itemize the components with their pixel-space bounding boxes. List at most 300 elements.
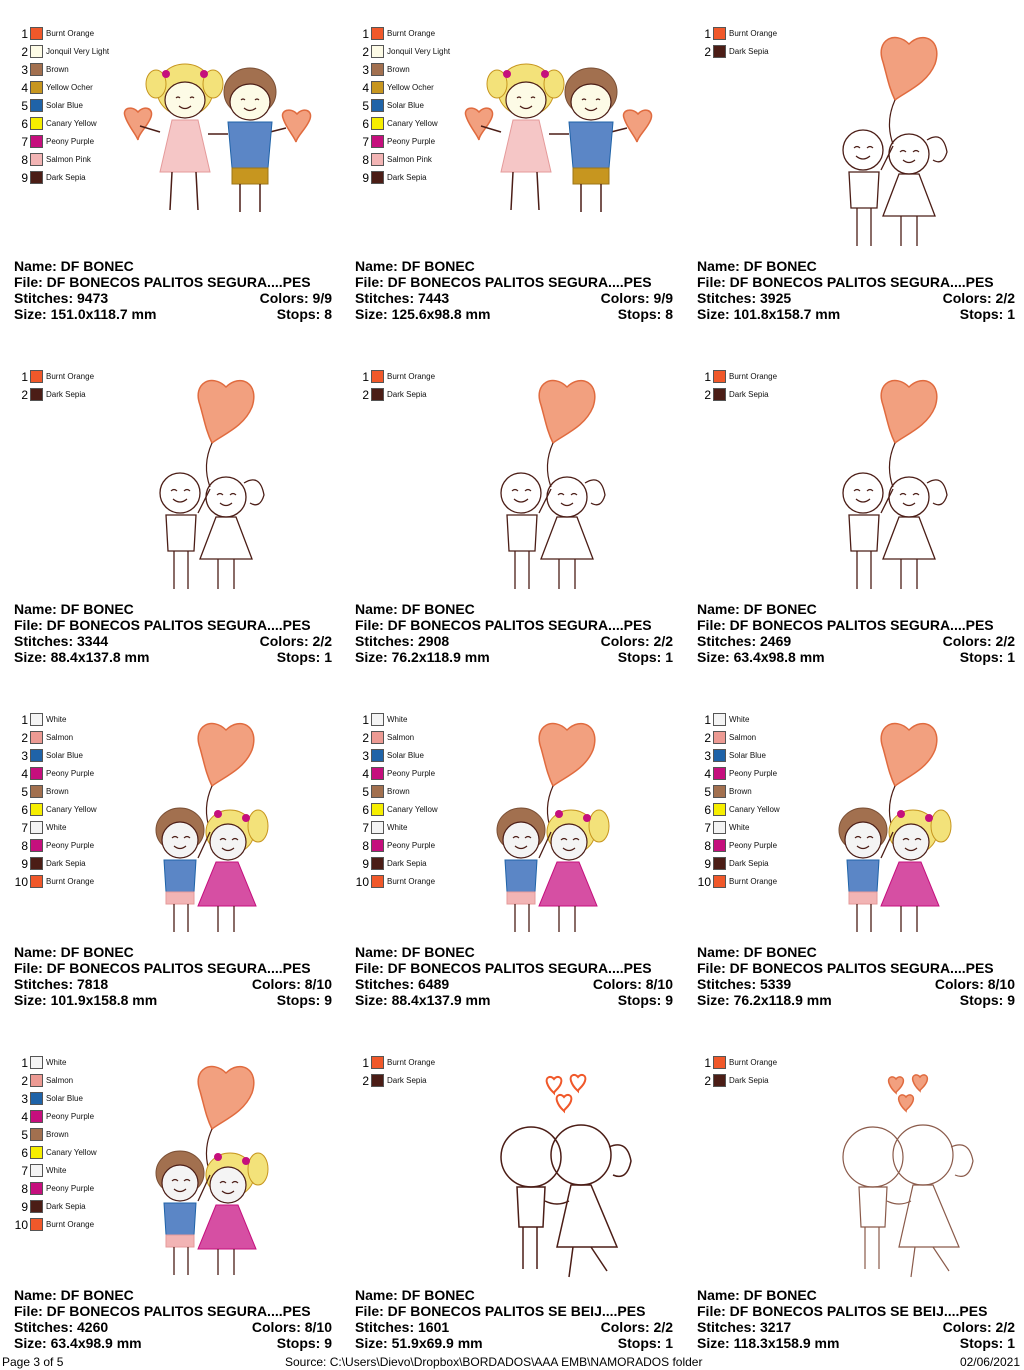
thread-color-swatch: [371, 857, 384, 870]
thread-color-swatch: [371, 370, 384, 383]
thread-color-name: Yellow Ocher: [46, 83, 93, 92]
thread-color-name: Brown: [387, 787, 410, 796]
thread-color-name: Dark Sepia: [729, 47, 769, 56]
color-count: Colors: 2/2: [259, 633, 332, 649]
thread-number: 10: [697, 875, 711, 889]
thread-color-swatch: [30, 171, 43, 184]
thread-number: 7: [362, 821, 369, 835]
design-name: Name: DF BONEC: [14, 944, 134, 960]
thread-color-swatch: [371, 153, 384, 166]
design-card: [683, 343, 1024, 686]
info-row: [14, 1287, 332, 1303]
page-number: Page 3 of 5: [2, 1355, 64, 1369]
info-row: [697, 258, 1015, 274]
info-row: [355, 290, 673, 306]
design-name: Name: DF BONEC: [355, 944, 475, 960]
thread-color-name: Solar Blue: [729, 751, 766, 760]
thread-color-swatch: [713, 1056, 726, 1069]
thread-color-name: Canary Yellow: [46, 1148, 97, 1157]
thread-number: 5: [21, 99, 28, 113]
thread-color-swatch: [713, 713, 726, 726]
thread-number: 3: [362, 63, 369, 77]
stop-count: Stops: 9: [617, 992, 673, 1008]
thread-color-name: Brown: [729, 787, 752, 796]
thread-color-swatch: [30, 135, 43, 148]
thread-color-name: Peony Purple: [46, 841, 95, 850]
thread-color-name: Dark Sepia: [387, 1076, 427, 1085]
thread-number: 2: [704, 1074, 711, 1088]
design-file: File: DF BONECOS PALITOS SEGURA....PES: [14, 960, 311, 976]
thread-color-swatch: [713, 27, 726, 40]
info-row: [697, 1287, 1015, 1303]
thread-color-swatch: [30, 731, 43, 744]
design-size: Size: 118.3x158.9 mm: [697, 1335, 840, 1351]
stitch-count: Stitches: 2469: [697, 633, 792, 649]
stitch-count: Stitches: 3925: [697, 290, 792, 306]
design-preview-image: [100, 1051, 340, 1283]
stop-count: Stops: 1: [959, 649, 1015, 665]
design-name: Name: DF BONEC: [355, 601, 475, 617]
info-row: [14, 633, 332, 649]
design-card: [683, 1029, 1024, 1370]
thread-color-swatch: [30, 81, 43, 94]
thread-color-swatch: [30, 857, 43, 870]
info-row: [697, 960, 1015, 976]
info-row: [355, 274, 673, 290]
design-size: Size: 51.9x69.9 mm: [355, 1335, 483, 1351]
thread-color-name: Jonquil Very Light: [387, 47, 451, 56]
thread-color-name: White: [729, 823, 750, 832]
thread-color-name: White: [46, 1166, 67, 1175]
info-row: [697, 944, 1015, 960]
stitch-count: Stitches: 3217: [697, 1319, 792, 1335]
thread-number: 6: [21, 1146, 28, 1160]
thread-number: 4: [362, 767, 369, 781]
thread-color-name: Burnt Orange: [387, 372, 436, 381]
thread-color-name: Dark Sepia: [729, 859, 769, 868]
color-count: Colors: 9/9: [600, 290, 673, 306]
thread-number: 2: [21, 388, 28, 402]
thread-color-name: Canary Yellow: [387, 119, 438, 128]
color-count: Colors: 2/2: [942, 290, 1015, 306]
info-row: [355, 633, 673, 649]
design-size: Size: 63.4x98.8 mm: [697, 649, 825, 665]
thread-number: 8: [21, 1182, 28, 1196]
thread-number: 3: [21, 63, 28, 77]
design-file: File: DF BONECOS PALITOS SEGURA....PES: [697, 617, 994, 633]
design-size: Size: 63.4x98.9 mm: [14, 1335, 142, 1351]
thread-color-name: Yellow Ocher: [387, 83, 434, 92]
thread-color-name: Burnt Orange: [387, 877, 436, 886]
stop-count: Stops: 9: [276, 1335, 332, 1351]
thread-number: 3: [21, 1092, 28, 1106]
thread-color-name: Dark Sepia: [46, 1202, 86, 1211]
thread-color-name: Canary Yellow: [46, 805, 97, 814]
info-row: [14, 290, 332, 306]
thread-color-name: Peony Purple: [387, 137, 436, 146]
thread-number: 2: [362, 388, 369, 402]
thread-color-name: Brown: [46, 787, 69, 796]
info-row: [697, 274, 1015, 290]
design-info: [355, 944, 673, 1008]
thread-color-name: Solar Blue: [387, 751, 424, 760]
thread-color-name: Solar Blue: [46, 751, 83, 760]
thread-color-swatch: [713, 45, 726, 58]
thread-color-swatch: [371, 117, 384, 130]
design-preview-image: [783, 22, 1023, 254]
design-card: [341, 343, 682, 686]
thread-number: 6: [362, 803, 369, 817]
thread-color-name: Canary Yellow: [387, 805, 438, 814]
thread-color-swatch: [30, 1074, 43, 1087]
stop-count: Stops: 1: [617, 649, 673, 665]
info-row: [697, 290, 1015, 306]
thread-color-swatch: [30, 821, 43, 834]
info-row: [697, 601, 1015, 617]
thread-color-swatch: [30, 803, 43, 816]
thread-color-swatch: [371, 135, 384, 148]
color-count: Colors: 8/10: [934, 976, 1015, 992]
thread-color-swatch: [30, 839, 43, 852]
thread-color-swatch: [713, 839, 726, 852]
design-preview-image: [783, 1051, 1023, 1283]
thread-color-name: White: [46, 1058, 67, 1067]
thread-color-swatch: [371, 63, 384, 76]
info-row: [355, 1335, 673, 1351]
thread-number: 7: [362, 135, 369, 149]
thread-color-name: Burnt Orange: [387, 29, 436, 38]
thread-number: 8: [21, 153, 28, 167]
thread-number: 8: [362, 839, 369, 853]
info-row: [14, 976, 332, 992]
design-card: [0, 343, 341, 686]
design-name: Name: DF BONEC: [14, 601, 134, 617]
thread-number: 5: [21, 785, 28, 799]
design-name: Name: DF BONEC: [697, 601, 817, 617]
thread-color-swatch: [30, 1182, 43, 1195]
thread-number: 1: [704, 27, 711, 41]
thread-color-swatch: [371, 388, 384, 401]
design-card: [683, 686, 1024, 1029]
design-preview-image: [100, 708, 340, 940]
stop-count: Stops: 9: [959, 992, 1015, 1008]
thread-number: 9: [362, 857, 369, 871]
thread-color-swatch: [371, 767, 384, 780]
thread-color-name: Burnt Orange: [46, 877, 95, 886]
thread-color-swatch: [713, 731, 726, 744]
thread-number: 9: [21, 857, 28, 871]
thread-number: 2: [704, 388, 711, 402]
design-card: [0, 1029, 341, 1370]
thread-color-name: Solar Blue: [46, 1094, 83, 1103]
info-row: [355, 1319, 673, 1335]
thread-number: 3: [362, 749, 369, 763]
thread-color-name: Burnt Orange: [729, 1058, 778, 1067]
thread-number: 5: [362, 99, 369, 113]
thread-number: 2: [362, 1074, 369, 1088]
thread-color-swatch: [30, 1164, 43, 1177]
thread-color-name: Peony Purple: [387, 769, 436, 778]
info-row: [697, 649, 1015, 665]
info-row: [14, 306, 332, 322]
info-row: [355, 617, 673, 633]
thread-color-swatch: [371, 171, 384, 184]
stop-count: Stops: 1: [959, 306, 1015, 322]
thread-color-swatch: [30, 45, 43, 58]
thread-color-swatch: [713, 857, 726, 870]
thread-number: 7: [704, 821, 711, 835]
thread-color-name: Salmon Pink: [387, 155, 432, 164]
thread-number: 2: [704, 731, 711, 745]
thread-number: 1: [362, 370, 369, 384]
thread-color-name: White: [387, 715, 408, 724]
design-preview-image: [441, 365, 681, 597]
design-file: File: DF BONECOS PALITOS SEGURA....PES: [14, 1303, 311, 1319]
thread-color-swatch: [30, 713, 43, 726]
info-row: [14, 1335, 332, 1351]
info-row: [355, 649, 673, 665]
design-name: Name: DF BONEC: [697, 258, 817, 274]
design-file: File: DF BONECOS PALITOS SEGURA....PES: [697, 274, 994, 290]
thread-number: 9: [362, 171, 369, 185]
thread-color-name: Burnt Orange: [46, 1220, 95, 1229]
info-row: [697, 1303, 1015, 1319]
info-row: [14, 274, 332, 290]
stop-count: Stops: 1: [276, 649, 332, 665]
design-info: [355, 601, 673, 665]
thread-number: 10: [14, 1218, 28, 1232]
thread-number: 5: [21, 1128, 28, 1142]
thread-number: 4: [704, 767, 711, 781]
thread-color-swatch: [713, 749, 726, 762]
thread-number: 1: [21, 1056, 28, 1070]
thread-color-swatch: [713, 370, 726, 383]
info-row: [355, 601, 673, 617]
thread-color-swatch: [371, 713, 384, 726]
page-footer: [0, 1354, 1024, 1370]
info-row: [697, 633, 1015, 649]
thread-number: 1: [362, 713, 369, 727]
design-info: [355, 258, 673, 322]
thread-color-name: Dark Sepia: [729, 1076, 769, 1085]
info-row: [355, 976, 673, 992]
thread-color-name: Canary Yellow: [729, 805, 780, 814]
info-row: [697, 617, 1015, 633]
info-row: [355, 960, 673, 976]
thread-color-swatch: [30, 27, 43, 40]
thread-color-name: Solar Blue: [46, 101, 83, 110]
info-row: [355, 944, 673, 960]
thread-color-swatch: [30, 785, 43, 798]
thread-color-name: Burnt Orange: [46, 372, 95, 381]
thread-number: 2: [362, 45, 369, 59]
thread-number: 2: [21, 1074, 28, 1088]
thread-color-name: Dark Sepia: [46, 859, 86, 868]
design-info: [14, 944, 332, 1008]
thread-color-swatch: [30, 1092, 43, 1105]
thread-number: 8: [21, 839, 28, 853]
thread-color-name: White: [46, 823, 67, 832]
info-row: [14, 1319, 332, 1335]
color-count: Colors: 2/2: [942, 1319, 1015, 1335]
design-file: File: DF BONECOS PALITOS SE BEIJ....PES: [697, 1303, 988, 1319]
thread-color-swatch: [30, 388, 43, 401]
thread-color-name: Salmon Pink: [46, 155, 91, 164]
stitch-count: Stitches: 5339: [697, 976, 792, 992]
design-info: [355, 1287, 673, 1351]
thread-color-name: Burnt Orange: [46, 29, 95, 38]
stitch-count: Stitches: 1601: [355, 1319, 450, 1335]
thread-color-name: Salmon: [46, 733, 74, 742]
thread-color-swatch: [713, 803, 726, 816]
color-count: Colors: 8/10: [251, 976, 332, 992]
color-count: Colors: 2/2: [600, 633, 673, 649]
thread-number: 5: [362, 785, 369, 799]
thread-number: 1: [21, 370, 28, 384]
thread-number: 6: [704, 803, 711, 817]
stitch-count: Stitches: 7443: [355, 290, 450, 306]
thread-color-swatch: [371, 803, 384, 816]
thread-color-swatch: [371, 81, 384, 94]
design-name: Name: DF BONEC: [355, 258, 475, 274]
thread-color-swatch: [713, 785, 726, 798]
design-file: File: DF BONECOS PALITOS SEGURA....PES: [355, 960, 652, 976]
design-card: [0, 0, 341, 343]
design-info: [14, 258, 332, 322]
thread-color-name: White: [387, 823, 408, 832]
info-row: [697, 1319, 1015, 1335]
thread-color-name: Peony Purple: [729, 841, 778, 850]
info-row: [14, 617, 332, 633]
thread-color-name: Peony Purple: [46, 1112, 95, 1121]
thread-number: 10: [14, 875, 28, 889]
thread-color-swatch: [371, 1074, 384, 1087]
info-row: [355, 306, 673, 322]
design-preview-image: [441, 1051, 681, 1283]
thread-number: 4: [21, 81, 28, 95]
thread-number: 3: [704, 749, 711, 763]
thread-color-name: Dark Sepia: [387, 173, 427, 182]
thread-color-name: Brown: [46, 1130, 69, 1139]
thread-number: 6: [362, 117, 369, 131]
info-row: [355, 1303, 673, 1319]
thread-color-name: Peony Purple: [46, 1184, 95, 1193]
thread-color-name: Dark Sepia: [46, 173, 86, 182]
thread-number: 4: [362, 81, 369, 95]
design-preview-image: [441, 708, 681, 940]
design-name: Name: DF BONEC: [355, 1287, 475, 1303]
thread-color-swatch: [30, 117, 43, 130]
thread-color-name: Dark Sepia: [387, 859, 427, 868]
thread-number: 6: [21, 803, 28, 817]
thread-color-swatch: [371, 731, 384, 744]
thread-number: 9: [704, 857, 711, 871]
design-preview-image: [783, 708, 1023, 940]
color-count: Colors: 2/2: [942, 633, 1015, 649]
thread-number: 2: [21, 45, 28, 59]
thread-color-name: Salmon: [729, 733, 757, 742]
print-date: 02/06/2021: [959, 1355, 1020, 1369]
thread-color-swatch: [30, 1056, 43, 1069]
stitch-count: Stitches: 4260: [14, 1319, 109, 1335]
thread-color-name: White: [729, 715, 750, 724]
design-info: [697, 1287, 1015, 1351]
design-card: [341, 1029, 682, 1370]
thread-color-name: Canary Yellow: [46, 119, 97, 128]
info-row: [14, 944, 332, 960]
info-row: [697, 992, 1015, 1008]
thread-color-name: Peony Purple: [387, 841, 436, 850]
stitch-count: Stitches: 9473: [14, 290, 109, 306]
thread-number: 3: [21, 749, 28, 763]
info-row: [355, 1287, 673, 1303]
thread-color-swatch: [371, 821, 384, 834]
thread-color-name: White: [46, 715, 67, 724]
thread-number: 10: [355, 875, 369, 889]
thread-number: 2: [704, 45, 711, 59]
thread-color-swatch: [713, 875, 726, 888]
design-size: Size: 88.4x137.9 mm: [355, 992, 491, 1008]
thread-number: 1: [362, 1056, 369, 1070]
thread-color-swatch: [371, 99, 384, 112]
thread-color-swatch: [371, 749, 384, 762]
thread-number: 1: [21, 27, 28, 41]
thread-number: 1: [704, 1056, 711, 1070]
thread-color-swatch: [371, 839, 384, 852]
color-count: Colors: 8/10: [592, 976, 673, 992]
stop-count: Stops: 1: [617, 1335, 673, 1351]
info-row: [14, 960, 332, 976]
thread-color-name: Burnt Orange: [729, 372, 778, 381]
info-row: [697, 306, 1015, 322]
design-card: [683, 0, 1024, 343]
design-info: [697, 944, 1015, 1008]
thread-color-name: Peony Purple: [46, 769, 95, 778]
design-size: Size: 88.4x137.8 mm: [14, 649, 150, 665]
design-card: [341, 686, 682, 1029]
thread-color-name: Brown: [387, 65, 410, 74]
thread-number: 7: [21, 821, 28, 835]
thread-number: 1: [704, 713, 711, 727]
thread-number: 1: [704, 370, 711, 384]
info-row: [14, 992, 332, 1008]
thread-color-name: Burnt Orange: [729, 29, 778, 38]
thread-number: 1: [21, 713, 28, 727]
thread-color-name: Jonquil Very Light: [46, 47, 110, 56]
design-name: Name: DF BONEC: [697, 944, 817, 960]
design-name: Name: DF BONEC: [14, 258, 134, 274]
thread-color-swatch: [30, 370, 43, 383]
thread-number: 2: [21, 731, 28, 745]
thread-number: 6: [21, 117, 28, 131]
design-file: File: DF BONECOS PALITOS SEGURA....PES: [355, 617, 652, 633]
thread-color-name: Dark Sepia: [46, 390, 86, 399]
thread-color-name: Burnt Orange: [729, 877, 778, 886]
color-count: Colors: 8/10: [251, 1319, 332, 1335]
info-row: [697, 1335, 1015, 1351]
thread-color-swatch: [713, 388, 726, 401]
thread-color-swatch: [371, 785, 384, 798]
design-preview-image: [100, 365, 340, 597]
thread-color-swatch: [30, 99, 43, 112]
design-file: File: DF BONECOS PALITOS SEGURA....PES: [697, 960, 994, 976]
thread-color-swatch: [30, 153, 43, 166]
color-count: Colors: 2/2: [600, 1319, 673, 1335]
thread-color-swatch: [30, 749, 43, 762]
color-count: Colors: 9/9: [259, 290, 332, 306]
thread-color-swatch: [713, 767, 726, 780]
thread-color-name: Salmon: [387, 733, 415, 742]
